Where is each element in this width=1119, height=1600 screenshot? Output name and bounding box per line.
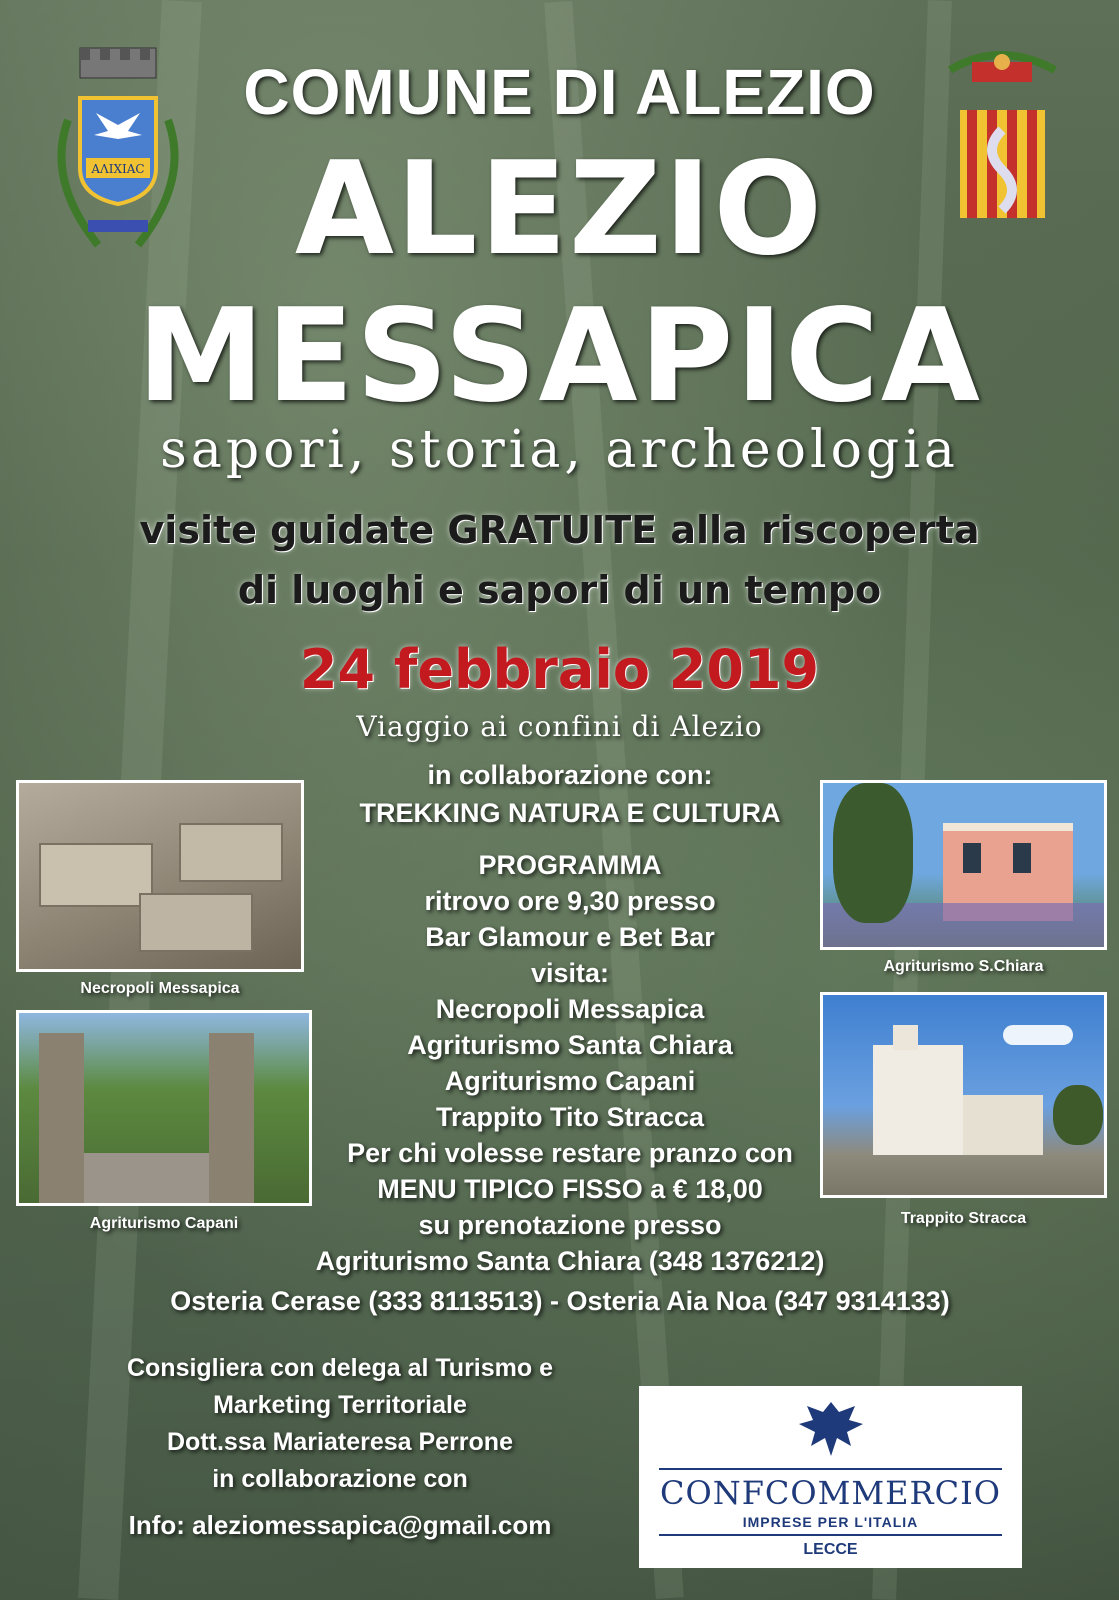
info-email[interactable]: Info: aleziomessapica@gmail.com [128,1510,552,1540]
intro-line2: di luoghi e sapori di un tempo [237,568,882,612]
program-line: in collaborazione con: [427,760,713,790]
footer-line: in collaborazione con [212,1465,468,1493]
caption-santa-chiara: Agriturismo S.Chiara [883,958,1044,975]
program-line: MENU TIPICO FISSO a € 18,00 [377,1174,763,1204]
footer-credits [60,1350,620,1498]
program-line: Osteria Cerase (333 8113513) - Osteria Aia Noa (347 9314133) [170,1286,950,1316]
program-line: Per chi volesse restare pranzo con [347,1138,793,1168]
main-title-line2: MESSAPICA [137,282,982,431]
program-line: Agriturismo Santa Chiara (348 1376212) [315,1246,825,1276]
program-line: visita: [530,958,610,988]
crest-label: ΑΛΙΧΙΑC [91,162,145,176]
footer-line: Marketing Territoriale [213,1391,467,1419]
comune-title: COMUNE DI ALEZIO [243,56,876,128]
event-date: 24 febbraio 2019 [299,638,820,701]
caption-trappito: Trappito Stracca [900,1210,1027,1227]
photo-santa-chiara [820,780,1107,950]
footer-line: Dott.ssa Mariateresa Perrone [167,1428,513,1456]
program-line: Agriturismo Santa Chiara [407,1030,733,1060]
confcommercio-name: CONFCOMMERCIO [660,1474,1001,1512]
program-line: Agriturismo Capani [444,1066,696,1096]
program-line: Bar Glamour e Bet Bar [425,922,715,952]
confcommercio-tagline: IMPRESE PER L'ITALIA [742,1514,919,1530]
eagle-icon [798,1398,864,1460]
intro-line1: visite guidate GRATUITE alla riscoperta [139,508,980,552]
program-line: ritrovo ore 9,30 presso [424,886,716,916]
photo-necropoli [16,780,304,972]
tagline: Viaggio ai confini di Alezio [356,710,763,743]
program-line: Trappito Tito Stracca [435,1102,705,1132]
subtitle: sapori, storia, archeologia [160,420,959,480]
program-heading: PROGRAMMA [478,850,662,880]
program-line: Necropoli Messapica [435,994,705,1024]
main-title-line1: ALEZIO [294,135,825,284]
photo-trappito [820,992,1107,1198]
confcommercio-logo [639,1386,1022,1568]
caption-necropoli: Necropoli Messapica [80,980,240,997]
program-line: su prenotazione presso [418,1210,722,1240]
confcommercio-city: LECCE [803,1541,858,1558]
caption-capani: Agriturismo Capani [89,1215,239,1232]
photo-capani [16,1010,312,1206]
footer-line: Consigliera con delega al Turismo e [126,1354,554,1382]
program-line: TREKKING NATURA E CULTURA [359,798,781,828]
